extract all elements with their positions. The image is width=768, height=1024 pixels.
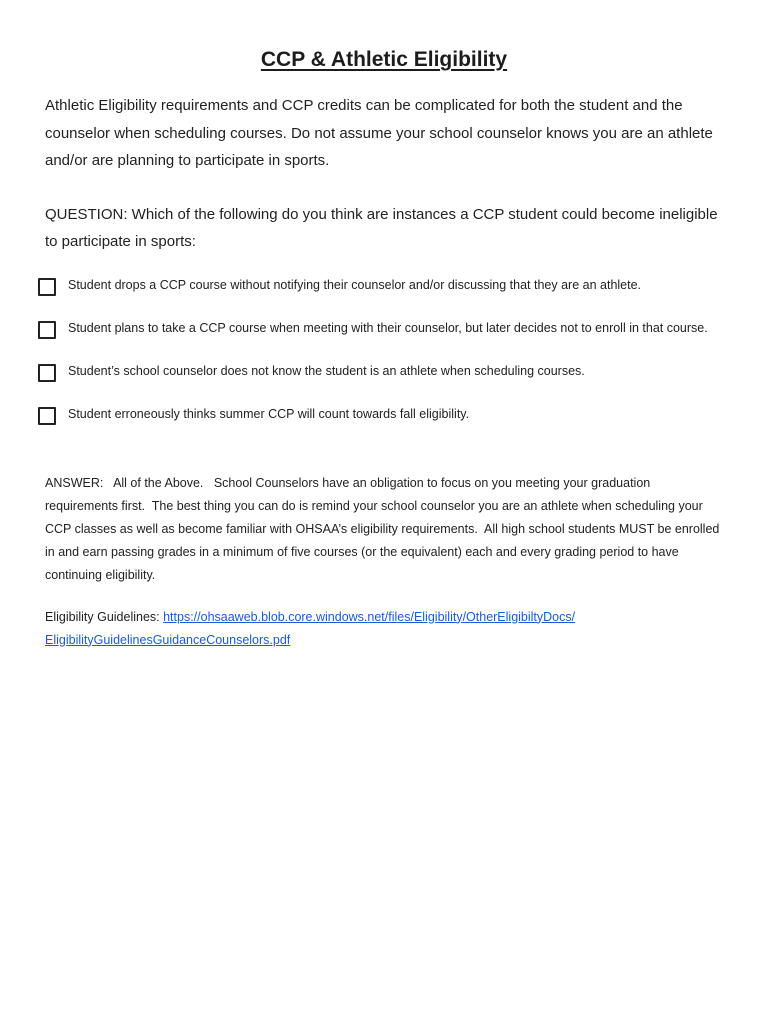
options-list — [38, 274, 723, 426]
option-label: Student drops a CCP course without notifying their counselor and/or discussing that they are an athlete. — [68, 277, 642, 292]
option-item — [38, 317, 723, 340]
checkbox-option-1[interactable] — [38, 278, 56, 296]
question-paragraph: QUESTION: Which of the following do you think are instances a CCP student could become ineligible to participate in sports: — [45, 205, 718, 250]
guidelines-link-line1: https://ohsaaweb.blob.core.windows.net/files/Eligibility/OtherEligibiltyDocs/ — [163, 609, 576, 624]
intro-paragraph: Athletic Eligibility requirements and CCP credits can be complicated for both the student and the counselor when scheduling courses. Do not assume your school counselor knows you are an athlete and/or are planning to participate in sports. — [45, 97, 713, 169]
option-label: Student’s school counselor does not know the student is an athlete when scheduling courses. — [68, 363, 585, 378]
checkbox-option-2[interactable] — [38, 321, 56, 339]
guidelines-label: Eligibility Guidelines: — [45, 609, 164, 624]
page-title: CCP & Athletic Eligibility — [260, 48, 508, 71]
option-item — [38, 274, 723, 297]
option-item — [38, 403, 723, 426]
answer-paragraph: ANSWER: All of the Above. School Counselors have an obligation to focus on you meeting your graduation requirements first. The best thing you can do is remind your school counselor you are an athlete when scheduling your CCP classes as well as become familiar with OHSAA’s eligibility requirements. All high school students MUST be enrolled in and earn passing grades in a minimum of five courses (or the equivalent) each and every grading period to have continuing eligibility. — [45, 475, 723, 582]
guidelines-link-line2: EligibilityGuidelinesGuidanceCounselors.pdf — [45, 632, 291, 647]
option-label: Student erroneously thinks summer CCP will count towards fall eligibility. — [68, 406, 470, 421]
option-label: Student plans to take a CCP course when meeting with their counselor, but later decides not to enroll in that course. — [68, 320, 708, 335]
guidelines-paragraph — [45, 606, 723, 652]
checkbox-option-4[interactable] — [38, 407, 56, 425]
checkbox-option-3[interactable] — [38, 364, 56, 382]
option-item — [38, 360, 723, 383]
